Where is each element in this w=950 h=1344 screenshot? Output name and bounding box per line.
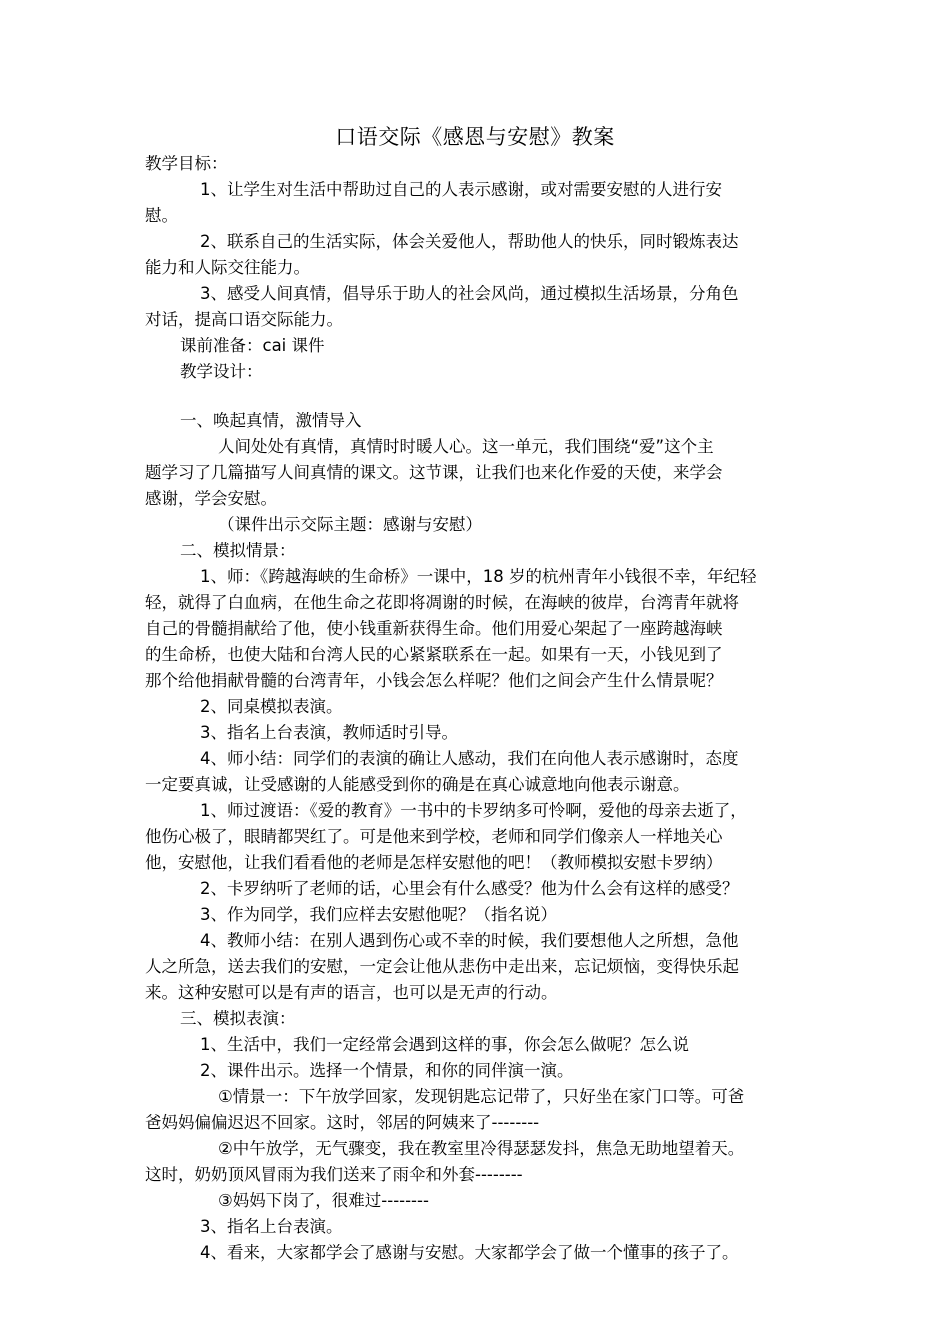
text-line: 一、唤起真情，激情导入	[180, 411, 362, 430]
text-line: 感谢，学会安慰。	[145, 489, 277, 508]
text-line: （课件出示交际主题：感谢与安慰）	[218, 515, 482, 534]
text-line: 2、课件出示。选择一个情景，和你的同伴演一演。	[200, 1061, 574, 1080]
text-line: 慰。	[145, 206, 178, 225]
text-line: 1、让学生对生活中帮助过自己的人表示感谢，或对需要安慰的人进行安	[200, 180, 722, 199]
text-line: 2、卡罗纳听了老师的话，心里会有什么感受？他为什么会有这样的感受？	[200, 879, 739, 898]
text-line: 3、感受人间真情，倡导乐于助人的社会风尚，通过模拟生活场景，分角色	[200, 284, 739, 303]
text-line: ②中午放学，无气骤变，我在教室里冷得瑟瑟发抖，焦急无助地望着天。	[218, 1139, 745, 1158]
text-line: 他伤心极了，眼睛都哭红了。可是他来到学校，老师和同学们像亲人一样地关心	[145, 827, 723, 846]
text-line: 1、师过渡语：《爱的教育》一书中的卡罗纳多可怜啊，爱他的母亲去逝了，	[200, 801, 747, 820]
text-line: 1、生活中，我们一定经常会遇到这样的事，你会怎么做呢？怎么说	[200, 1035, 689, 1054]
text-line: 4、看来，大家都学会了感谢与安慰。大家都学会了做一个懂事的孩子了。	[200, 1243, 739, 1262]
text-line: 4、教师小结：在别人遇到伤心或不幸的时候，我们要想他人之所想，急他	[200, 931, 739, 950]
text-line: 人之所急，送去我们的安慰，一定会让他从悲伤中走出来，忘记烦恼，变得快乐起	[145, 957, 739, 976]
document-title: 口语交际《感恩与安慰》教案	[335, 125, 615, 149]
text-line: 教学设计：	[180, 362, 263, 381]
text-line: 3、指名上台表演，教师适时引导。	[200, 723, 458, 742]
text-line: 对话，提高口语交际能力。	[145, 310, 343, 329]
text-line: 人间处处有真情，真情时时暖人心。这一单元，我们围绕“爱”这个主	[218, 437, 714, 456]
text-line: 1、师：《跨越海峡的生命桥》一课中，18 岁的杭州青年小钱很不幸，年纪轻	[200, 567, 757, 586]
text-line: 一定要真诚，让受感谢的人能感受到你的确是在真心诚意地向他表示谢意。	[145, 775, 690, 794]
text-line: 2、同桌模拟表演。	[200, 697, 343, 716]
text-line: 3、指名上台表演。	[200, 1217, 343, 1236]
text-line: 4、师小结：同学们的表演的确让人感动，我们在向他人表示感谢时，态度	[200, 749, 739, 768]
text-line: 来。这种安慰可以是有声的语言，也可以是无声的行动。	[145, 983, 558, 1002]
text-line: 2、联系自己的生活实际，体会关爱他人，帮助他人的快乐，同时锻炼表达	[200, 232, 739, 251]
text-line: 二、模拟情景：	[180, 541, 296, 560]
text-line: 爸妈妈偏偏迟迟不回家。这时，邻居的阿姨来了--------	[145, 1113, 540, 1132]
text-line: ③妈妈下岗了，很难过--------	[218, 1191, 429, 1210]
text-line: 的生命桥，也使大陆和台湾人民的心紧紧联系在一起。如果有一天，小钱见到了	[145, 645, 723, 664]
text-line: 这时，奶奶顶风冒雨为我们送来了雨伞和外套--------	[145, 1165, 523, 1184]
text-line: 教学目标：	[145, 154, 228, 173]
text-line: 3、作为同学，我们应样去安慰他呢？（指名说）	[200, 905, 557, 924]
text-line: 他，安慰他，让我们看看他的老师是怎样安慰他的吧！（教师模拟安慰卡罗纳）	[145, 853, 723, 872]
text-line: 那个给他捐献骨髓的台湾青年，小钱会怎么样呢？他们之间会产生什么情景呢？	[145, 671, 723, 690]
text-line: 自己的骨髓捐献给了他，使小钱重新获得生命。他们用爱心架起了一座跨越海峡	[145, 619, 723, 638]
text-line: ①情景一：下午放学回家，发现钥匙忘记带了，只好坐在家门口等。可爸	[218, 1087, 745, 1106]
text-line: 题学习了几篇描写人间真情的课文。这节课，让我们也来化作爱的天使，来学会	[145, 463, 723, 482]
text-line: 三、模拟表演：	[180, 1009, 296, 1028]
text-line: 课前准备：cai 课件	[180, 336, 325, 355]
text-line: 能力和人际交往能力。	[145, 258, 310, 277]
text-line: 轻，就得了白血病，在他生命之花即将凋谢的时候，在海峡的彼岸，台湾青年就将	[145, 593, 739, 612]
